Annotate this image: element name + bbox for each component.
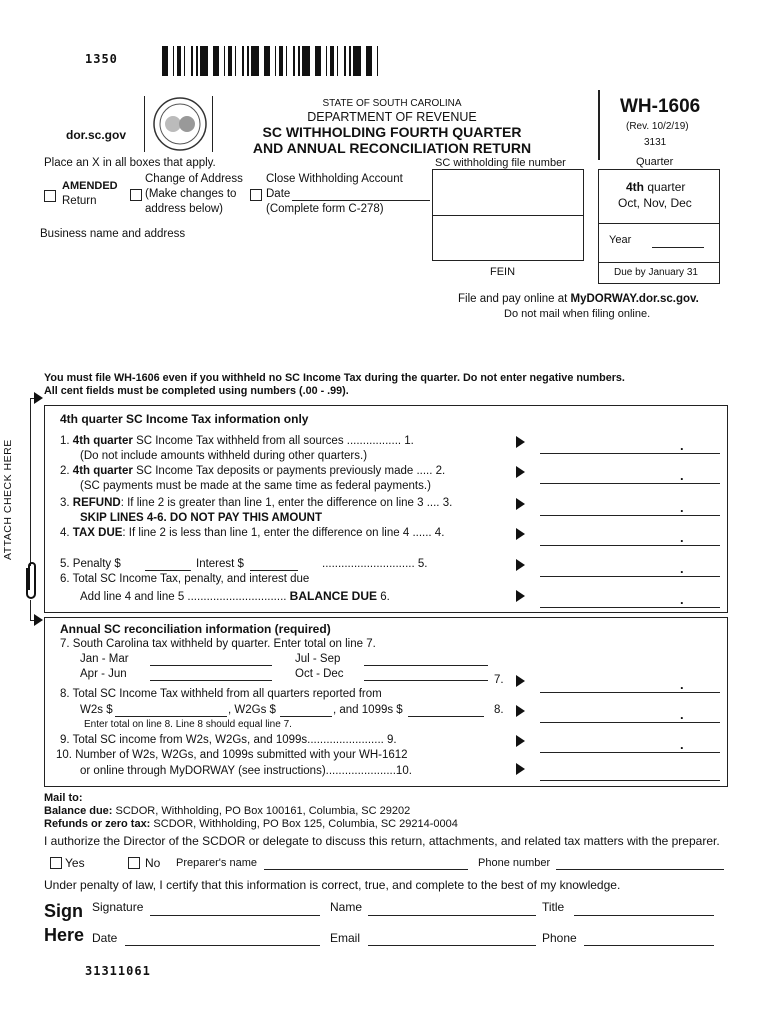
return-label: Return <box>62 195 97 207</box>
quarter-value: 4th quarter <box>626 180 686 194</box>
line-7-num: 7. <box>494 674 504 686</box>
year-field[interactable] <box>652 247 704 248</box>
amount-field-line-2[interactable] <box>540 483 720 484</box>
line-7: 7. South Carolina tax withheld by quarter. Enter total on line 7. <box>60 638 376 650</box>
q1-field[interactable] <box>150 665 272 666</box>
decimal-point: . <box>680 592 684 607</box>
line-arrow-icon <box>516 498 525 510</box>
1099s-label: , and 1099s $ <box>333 704 403 716</box>
form-code-bottom: 31311061 <box>85 964 151 978</box>
quarter-months: Oct, Nov, Dec <box>618 196 692 210</box>
change-address-note2: address below) <box>145 203 223 215</box>
decimal-point: . <box>680 737 684 752</box>
amount-field-line-6[interactable] <box>540 607 720 608</box>
line-2-note: (SC payments must be made at the same time as federal payments.) <box>80 480 431 492</box>
here-label: Here <box>44 925 85 945</box>
line-arrow-icon <box>516 705 525 717</box>
title-label: Title <box>542 900 565 914</box>
dept-name: DEPARTMENT OF REVENUE <box>307 110 477 124</box>
instruction: Place an X in all boxes that apply. <box>44 157 216 169</box>
mail-to-label: Mail to: <box>44 792 83 804</box>
form-title-1: SC WITHHOLDING FOURTH QUARTER <box>262 124 522 140</box>
state-seal-icon <box>152 96 208 152</box>
no-label: No <box>145 856 161 870</box>
amount-field-line-3[interactable] <box>540 515 720 516</box>
q2-field[interactable] <box>150 680 272 681</box>
authorization-text: I authorize the Director of the SCDOR or delegate to discuss this return, attachments, and related tax matters with the preparer. <box>44 834 720 848</box>
line-2: 2. 4th quarter SC Income Tax deposits or payments previously made ..... 2. <box>60 465 446 477</box>
line-9: 9. Total SC income from W2s, W2Gs, and 1099s........................ 9. <box>60 734 397 746</box>
interest-field[interactable] <box>250 570 298 571</box>
q2-label: Apr - Jun <box>80 668 127 680</box>
date-label: Date <box>92 931 118 945</box>
due-date: Due by January 31 <box>614 267 698 278</box>
attach-check-label: ATTACH CHECK HERE <box>2 439 14 560</box>
form-title-2: AND ANNUAL RECONCILIATION RETURN <box>252 140 532 156</box>
notice-1: You must file WH-1606 even if you withheld no SC Income Tax during the quarter. Do not enter negative numbers. <box>44 372 625 384</box>
title-field[interactable] <box>574 915 714 916</box>
name-label: Name <box>330 900 363 914</box>
close-date-field[interactable] <box>292 200 430 201</box>
year-label: Year <box>609 234 632 246</box>
yes-checkbox[interactable] <box>50 857 62 869</box>
no-checkbox[interactable] <box>128 857 140 869</box>
amended-checkbox[interactable] <box>44 190 56 202</box>
q4-field[interactable] <box>364 680 488 681</box>
w2s-field[interactable] <box>115 716 227 717</box>
email-field[interactable] <box>368 945 536 946</box>
phone-label: Phone <box>542 931 577 945</box>
preparer-field[interactable] <box>264 869 468 870</box>
amount-field-line-7[interactable] <box>540 692 720 693</box>
barcode <box>162 46 382 76</box>
line-6-detail: Add line 4 and line 5 ............................... BALANCE DUE 6. <box>80 589 390 603</box>
form-code: 3131 <box>644 137 667 148</box>
line-10-detail: or online through MyDORWAY (see instructions)......................10. <box>80 765 412 777</box>
amount-field-line-1[interactable] <box>540 453 720 454</box>
website: dor.sc.gov <box>66 128 127 142</box>
yes-label: Yes <box>65 856 85 870</box>
close-date-label: Date <box>266 188 291 200</box>
mail-balance-due: Balance due: SCDOR, Withholding, PO Box 100161, Columbia, SC 29202 <box>44 805 411 817</box>
change-address-note1: (Make changes to <box>145 188 237 200</box>
close-account-label: Close Withholding Account <box>266 173 403 185</box>
state-name: STATE OF SOUTH CAROLINA <box>322 98 462 109</box>
name-field[interactable] <box>368 915 536 916</box>
line-5: 5. Penalty $ <box>60 558 121 570</box>
date-field[interactable] <box>125 945 320 946</box>
revision: (Rev. 10/2/19) <box>626 121 689 132</box>
form-id: WH-1606 <box>620 96 701 117</box>
decimal-point: . <box>680 438 684 453</box>
line-3: 3. REFUND: If line 2 is greater than line 1, enter the difference on line 3 .... 3. <box>60 497 453 509</box>
line-arrow-icon <box>516 436 525 448</box>
line-arrow-icon <box>516 466 525 478</box>
q3-label: Jul - Sep <box>295 653 341 665</box>
decimal-point: . <box>680 530 684 545</box>
preparer-label: Preparer's name <box>176 857 257 869</box>
phone-number-label: Phone number <box>478 857 551 869</box>
close-account-checkbox[interactable] <box>250 189 262 201</box>
decimal-point: . <box>680 468 684 483</box>
mail-refunds: Refunds or zero tax: SCDOR, Withholding, PO Box 125, Columbia, SC 29214-0004 <box>44 818 458 830</box>
w2s-label: W2s $ <box>80 704 113 716</box>
line-arrow-icon <box>516 590 525 602</box>
fein-label: FEIN <box>490 266 516 278</box>
decimal-point: . <box>680 707 684 722</box>
line-10: 10. Number of W2s, W2Gs, and 1099s submitted with your WH-1612 <box>56 749 408 761</box>
line-1: 1. 4th quarter SC Income Tax withheld from all sources ................. 1. <box>60 435 414 447</box>
phone-number-field[interactable] <box>556 869 724 870</box>
line-8: 8. Total SC Income Tax withheld from all quarters reported from <box>60 688 382 700</box>
line-arrow-icon <box>516 528 525 540</box>
file-number-label: SC withholding file number <box>435 157 566 169</box>
paperclip-icon <box>22 560 40 602</box>
close-account-note: (Complete form C-278) <box>266 203 384 215</box>
w2gs-field[interactable] <box>280 716 332 717</box>
line-arrow-icon <box>516 675 525 687</box>
decimal-point: . <box>680 677 684 692</box>
line-arrow-icon <box>516 735 525 747</box>
signature-label: Signature <box>92 900 144 914</box>
change-address-label: Change of Address <box>145 173 243 185</box>
change-address-checkbox[interactable] <box>130 189 142 201</box>
decimal-point: . <box>680 500 684 515</box>
section1-heading: 4th quarter SC Income Tax information only <box>60 412 309 426</box>
amount-field-line-5[interactable] <box>540 576 720 577</box>
line-6: 6. Total SC Income Tax, penalty, and interest due <box>60 573 310 585</box>
q4-label: Oct - Dec <box>295 668 344 680</box>
line-5-dots: ............................. 5. <box>322 558 428 570</box>
amended-label: AMENDED <box>62 180 118 192</box>
penalty-field[interactable] <box>145 570 191 571</box>
line-8-num: 8. <box>494 704 504 716</box>
interest-label: Interest $ <box>196 558 244 570</box>
amount-field-line-9[interactable] <box>540 752 720 753</box>
phone-field[interactable] <box>584 945 714 946</box>
line-arrow-icon <box>516 559 525 571</box>
q1-label: Jan - Mar <box>80 653 129 665</box>
file-online: File and pay online at MyDORWAY.dor.sc.gov. <box>458 293 699 305</box>
line-1-note: (Do not include amounts withheld during other quarters.) <box>80 450 368 462</box>
notice-2: All cent fields must be completed using numbers (.00 - .99). <box>44 385 349 397</box>
line-4: 4. TAX DUE: If line 2 is less than line 1, enter the difference on line 4 ...... 4. <box>60 527 445 539</box>
1099s-field[interactable] <box>408 716 484 717</box>
quarter-label: Quarter <box>636 156 674 168</box>
business-label: Business name and address <box>40 228 186 240</box>
signature-field[interactable] <box>150 915 320 916</box>
do-not-mail: Do not mail when filing online. <box>504 308 651 320</box>
line-8-note: Enter total on line 8. Line 8 should equal line 7. <box>84 719 292 730</box>
section2-heading: Annual SC reconciliation information (required) <box>60 622 331 636</box>
w2gs-label: , W2Gs $ <box>228 704 276 716</box>
amount-field-line-10[interactable] <box>540 780 720 781</box>
amount-field-line-8[interactable] <box>540 722 720 723</box>
penalty-statement: Under penalty of law, I certify that this information is correct, true, and complete to the best of my knowledge. <box>44 878 621 892</box>
email-label: Email <box>330 931 361 945</box>
line-3-note: SKIP LINES 4-6. DO NOT PAY THIS AMOUNT <box>80 512 322 524</box>
line-arrow-icon <box>516 763 525 775</box>
form-code-top: 1350 <box>85 52 118 66</box>
sign-label: Sign <box>44 901 83 921</box>
decimal-point: . <box>680 561 684 576</box>
q3-field[interactable] <box>364 665 488 666</box>
amount-field-line-4[interactable] <box>540 545 720 546</box>
